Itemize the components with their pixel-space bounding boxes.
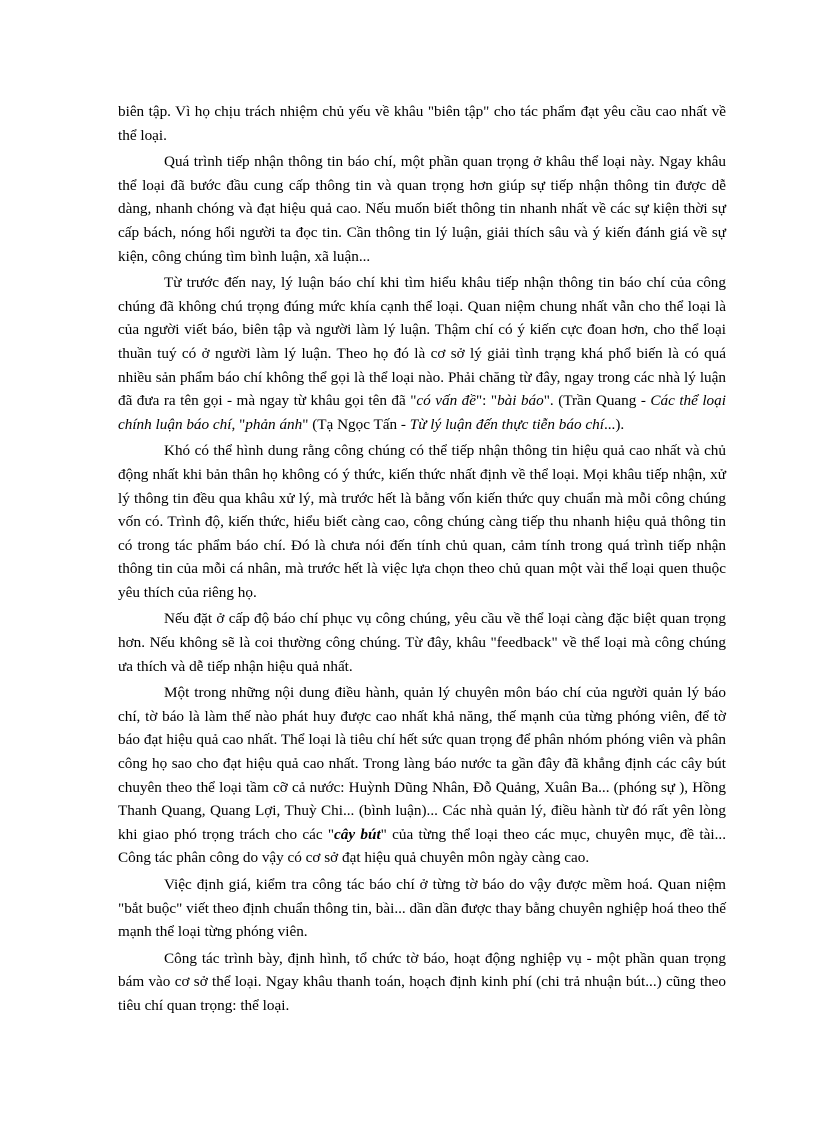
paragraph-text: Từ trước đến nay, lý luận báo chí khi tìm hiểu khâu tiếp nhận thông tin báo chí của công chúng đã không chú trọng đúng mức khía cạnh thể loại. Quan niệm chung nhất vẫn cho thể loại là của người viết báo, biên tập và người làm lý luận. Thậm chí có ý kiến cực đoan hơn, cho thể loại thuần tuý có ở người làm lý luận. Theo họ đó là cơ sở lý giải tình trạng khá phổ biến là có quá nhiều sản phẩm báo chí không thể gọi là thể loại nào. Phải chăng từ đây, ngay trong các nhà lý luận đã đưa ra tên gọi - mà ngay từ khâu gọi tên đã " (118, 274, 726, 410)
paragraph-text: Một trong những nội dung điều hành, quản lý chuyên môn báo chí của người quản lý báo chí, tờ báo là làm thế nào phát huy được cao nhất khả năng, thế mạnh của từng phóng viên, để tờ báo đạt hiệu quả cao nhất. Thể loại là tiêu chí hết sức quan trọng để phân nhóm phóng viên và phân công họ sao cho đạt hiệu quả cao nhất. Trong làng báo nước ta gần đây đã khẳng định các cây bút chuyên theo thể loại tầm cỡ cả nước: Huỳnh Dũng Nhân, Đỗ Quảng, Xuân Ba... (phóng sự ), Hồng Thanh Quang, Quang Lợi, Thuỳ Chi... (bình luận)... Các nhà quản lý, điều hành từ đó rất yên lòng khi giao phó trọng trách cho các " (118, 684, 726, 843)
paragraph-text: ...). (603, 415, 625, 433)
paragraph-1 (118, 100, 726, 147)
paragraph-text: ". (Trần Quang - (543, 392, 651, 410)
paragraph-text: ": " (475, 392, 498, 410)
paragraph-3 (118, 271, 726, 436)
paragraph-7 (118, 873, 726, 944)
paragraph-text: Việc định giá, kiểm tra công tác báo chí ở từng tờ báo do vậy được mềm hoá. Quan niệm "bắt buộc" viết theo định chuẩn thông tin, bài... dần dần được thay bằng chuyên nghiệp hoá theo thế mạnh thể loại từng phóng viên. (118, 876, 726, 941)
paragraph-text: , " (231, 415, 246, 433)
paragraph-text: Công tác trình bày, định hình, tổ chức tờ báo, hoạt động nghiệp vụ - một phần quan trọng bám vào cơ sở thể loại. Ngay khâu thanh toán, hoạch định kinh phí (chi trả nhuận bút...) cũng theo tiêu chí quan trọng: thể loại. (118, 949, 726, 1014)
bold-italic-term: cây bút (334, 825, 381, 843)
italic-term: phản ánh (245, 415, 303, 433)
paragraph-text: Khó có thể hình dung rằng công chúng có thể tiếp nhận thông tin hiệu quả cao nhất và chủ động nhất khi bản thân họ không có ý thức, kiến thức nhất định về thể loại. Mọi khâu tiếp nhận, xử lý thông tin đều qua khâu xử lý, mà trước hết là bằng vốn kiến thức quy chuẩn mà mỗi công chúng vốn có. Trình độ, kiến thức, hiểu biết càng cao, công chúng càng tiếp thu nhanh hiệu quả thông tin có trong tác phẩm báo chí. Đó là chưa nói đến tính chủ quan, cảm tính trong quá trình tiếp nhận thông tin của mỗi cá nhân, mà trước hết là việc lựa chọn theo chủ quan một vài thể loại quen thuộc yêu thích của riêng họ. (118, 442, 726, 601)
italic-term: có vấn đề (416, 392, 476, 410)
paragraph-6 (118, 681, 726, 870)
paragraph-text: " của từng thể loại theo các mục, chuyên mục, đề tài... Công tác phân công do vậy có cơ sở đạt hiệu quả chuyên môn ngày càng cao. (118, 825, 726, 867)
paragraph-text: Nếu đặt ở cấp độ báo chí phục vụ công chúng, yêu cầu về thể loại càng đặc biệt quan trọng hơn. Nếu không sẽ là coi thường công chúng. Từ đây, khâu "feedback" về thể loại mà công chúng ưa thích và dễ tiếp nhận hiệu quả nhất. (118, 610, 726, 675)
paragraph-text: Quá trình tiếp nhận thông tin báo chí, một phần quan trọng ở khâu thể loại này. Ngay khâu thể loại đã bước đầu cung cấp thông tin và quan trọng hơn giúp sự tiếp nhận thông tin được dễ dàng, nhanh chóng và đạt hiệu quả cao. Nếu muốn biết thông tin nhanh nhất về các sự kiện thời sự cấp bách, nóng hổi người ta đọc tin. Cần thông tin lý luận, giải thích sâu và ý kiến đánh giá về sự kiện, công chúng tìm bình luận, xã luận... (118, 153, 726, 265)
paragraph-2 (118, 150, 726, 268)
paragraph-4 (118, 439, 726, 604)
paragraph-text: biên tập. Vì họ chịu trách nhiệm chủ yếu về khâu "biên tập" cho tác phẩm đạt yêu cầu cao nhất về thể loại. (118, 103, 726, 144)
italic-book-title: Các thể loại chính luận báo chí (118, 392, 726, 433)
italic-book-title: Từ lý luận đến thực tiễn báo chí (409, 415, 604, 433)
paragraph-5 (118, 607, 726, 678)
paragraph-text: " (Tạ Ngọc Tấn - (302, 415, 410, 433)
paragraph-8 (118, 947, 726, 1018)
document-page (118, 100, 726, 1021)
italic-term: bài báo (497, 392, 544, 410)
